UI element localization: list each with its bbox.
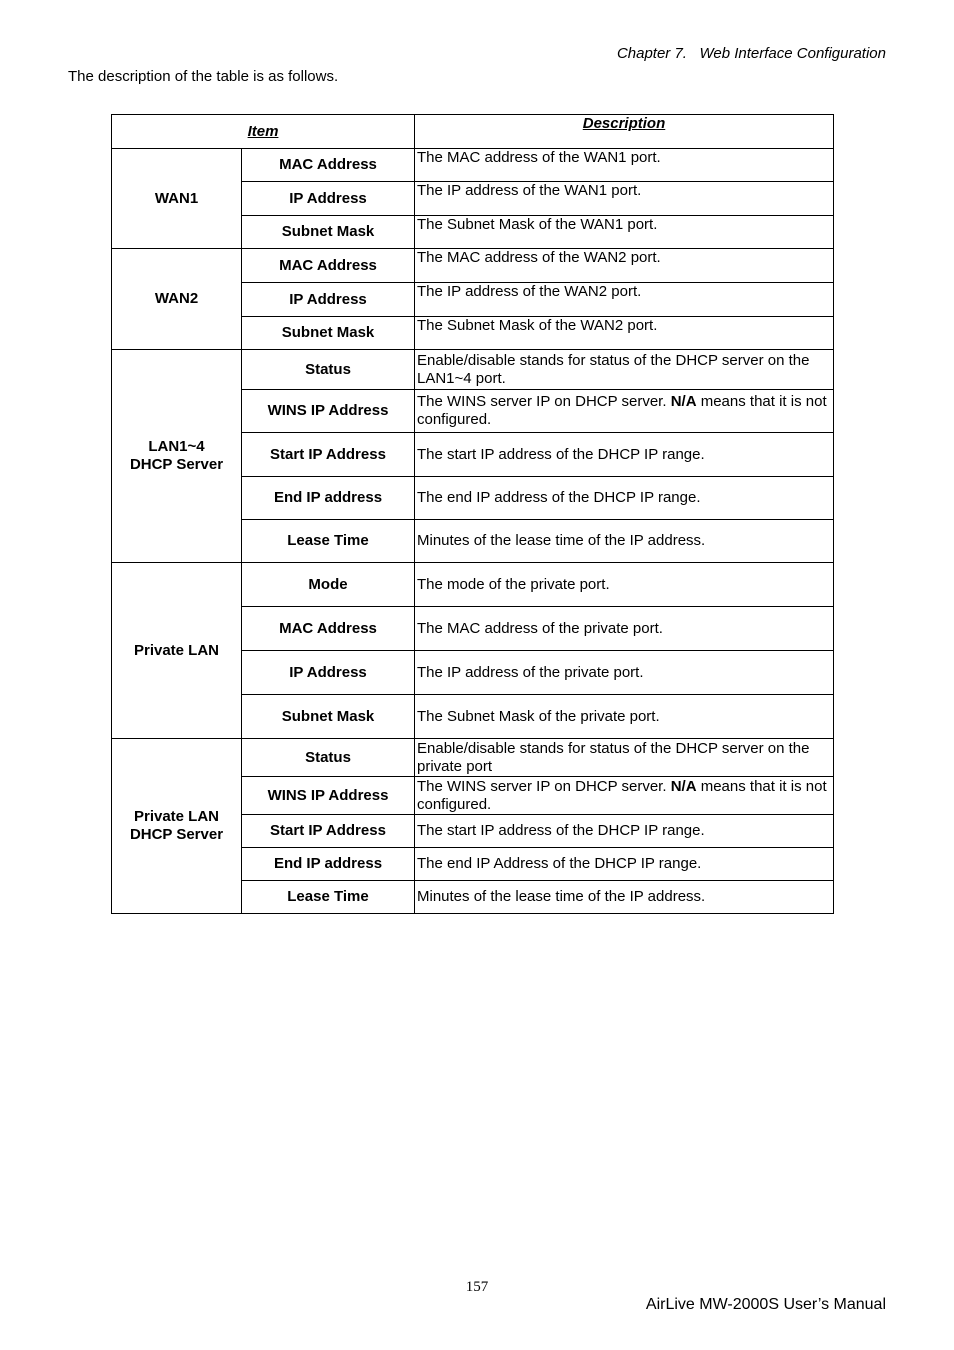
group-private-lan-dhcp-server [112, 739, 242, 914]
description-cell: The Subnet Mask of the WAN2 port. [415, 317, 834, 350]
item-cell: IP Address [242, 182, 415, 216]
table-row [112, 249, 834, 283]
description-cell: The Subnet Mask of the private port. [415, 695, 834, 739]
item-cell: Subnet Mask [242, 317, 415, 350]
description-cell: The end IP address of the DHCP IP range. [415, 477, 834, 520]
header-description: Description [415, 115, 834, 149]
na-emphasis: N/A [670, 777, 697, 795]
item-cell: MAC Address [242, 607, 415, 651]
description-cell [415, 777, 834, 815]
item-cell: IP Address [242, 283, 415, 317]
item-cell: Mode [242, 563, 415, 607]
item-cell: WINS IP Address [242, 390, 415, 433]
description-text: means that it is not configured. [417, 393, 827, 428]
table-row [112, 563, 834, 607]
group-lan-dhcp-server [112, 350, 242, 563]
group-wan1: WAN1 [112, 149, 242, 249]
header-item: Item [112, 115, 415, 149]
description-cell: The MAC address of the WAN2 port. [415, 249, 834, 283]
na-emphasis: N/A [670, 393, 697, 410]
item-cell: Subnet Mask [242, 695, 415, 739]
description-cell: The start IP address of the DHCP IP range. [415, 815, 834, 848]
description-cell: The IP address of the WAN2 port. [415, 283, 834, 317]
chapter-title: Web Interface Configuration [699, 45, 886, 62]
item-cell: MAC Address [242, 149, 415, 182]
item-cell: MAC Address [242, 249, 415, 283]
description-cell: Minutes of the lease time of the IP address. [415, 881, 834, 914]
group-name-line2: DHCP Server [129, 456, 224, 473]
item-cell: Status [242, 739, 415, 777]
description-cell: The end IP Address of the DHCP IP range. [415, 848, 834, 881]
description-cell: The IP address of the private port. [415, 651, 834, 695]
chapter-number: Chapter 7. [616, 45, 687, 62]
description-cell: Minutes of the lease time of the IP address. [415, 520, 834, 563]
item-cell: Lease Time [242, 520, 415, 563]
description-cell: The MAC address of the private port. [415, 607, 834, 651]
description-cell: The mode of the private port. [415, 563, 834, 607]
group-name-line1: LAN1~4 [148, 438, 205, 455]
item-cell: End IP address [242, 477, 415, 520]
item-cell: End IP address [242, 848, 415, 881]
group-private-lan: Private LAN [112, 563, 242, 739]
description-cell: The start IP address of the DHCP IP range. [415, 433, 834, 477]
item-cell: WINS IP Address [242, 777, 415, 815]
table-row [112, 350, 834, 390]
description-text: The WINS server IP on DHCP server. [417, 777, 671, 795]
group-name-line2: DHCP Server [129, 826, 224, 843]
description-cell: Enable/disable stands for status of the DHCP server on the LAN1~4 port. [415, 350, 834, 390]
group-name-line1: Private LAN [133, 808, 220, 825]
manual-title: AirLive MW-2000S User’s Manual [645, 1296, 886, 1313]
description-cell: Enable/disable stands for status of the DHCP server on the private port [415, 739, 834, 777]
table-row [112, 739, 834, 777]
item-cell: IP Address [242, 651, 415, 695]
item-cell: Start IP Address [242, 815, 415, 848]
table-row [112, 149, 834, 182]
description-table [111, 114, 834, 914]
table-header-row [112, 115, 834, 149]
item-cell: Subnet Mask [242, 216, 415, 249]
page-number: 157 [465, 1279, 489, 1295]
item-cell: Status [242, 350, 415, 390]
description-cell: The Subnet Mask of the WAN1 port. [415, 216, 834, 249]
description-text: The WINS server IP on DHCP server. [417, 393, 671, 410]
description-cell [415, 390, 834, 433]
item-cell: Start IP Address [242, 433, 415, 477]
item-cell: Lease Time [242, 881, 415, 914]
intro-text: The description of the table is as follows. [68, 68, 339, 85]
description-text: means that it is not configured. [417, 777, 827, 813]
description-cell: The IP address of the WAN1 port. [415, 182, 834, 216]
chapter-header [617, 45, 886, 62]
group-wan2: WAN2 [112, 249, 242, 350]
description-cell: The MAC address of the WAN1 port. [415, 149, 834, 182]
